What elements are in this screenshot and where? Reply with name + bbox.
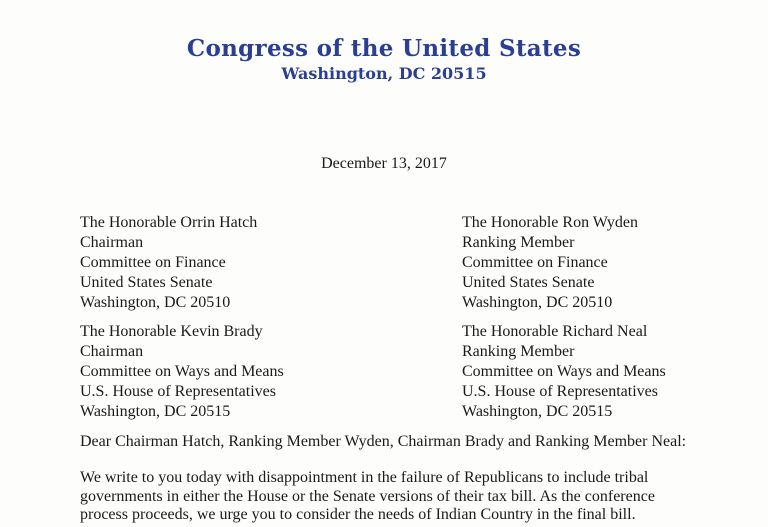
salutation: Dear Chairman Hatch, Ranking Member Wyden, Chairman Brady and Ranking Member Neal:: [80, 433, 687, 450]
recipient-address-neal: [462, 322, 666, 422]
address-line: The Honorable Ron Wyden: [462, 214, 639, 231]
letterhead-title: Congress of the United States: [186, 35, 582, 62]
recipient-address-hatch: [80, 213, 257, 313]
address-line: Ranking Member: [462, 343, 575, 360]
address-line: Washington, DC 20515: [462, 403, 613, 420]
letterhead: [0, 36, 768, 84]
address-line: Chairman: [80, 234, 144, 251]
address-line: U.S. House of Representatives: [80, 383, 276, 400]
address-line: Washington, DC 20510: [462, 294, 613, 311]
address-line: The Honorable Richard Neal: [462, 323, 648, 340]
address-line: Washington, DC 20510: [80, 294, 231, 311]
address-line: Committee on Finance: [462, 254, 608, 271]
address-line: Committee on Ways and Means: [462, 363, 666, 380]
address-line: Washington, DC 20515: [80, 403, 231, 420]
recipient-address-wyden: [462, 213, 638, 313]
body-line: process proceeds, we urge you to consider the needs of Indian Country in the final bill.: [80, 506, 636, 523]
address-line: The Honorable Kevin Brady: [80, 323, 263, 340]
address-line: U.S. House of Representatives: [462, 383, 658, 400]
address-line: Ranking Member: [462, 234, 575, 251]
address-line: United States Senate: [462, 274, 595, 291]
address-line: The Honorable Orrin Hatch: [80, 214, 258, 231]
letter-date: December 13, 2017: [321, 155, 447, 172]
body-line: governments in either the House or the Senate versions of their tax bill. As the conference: [80, 487, 655, 505]
body-paragraph: [80, 469, 720, 525]
address-line: Committee on Ways and Means: [80, 363, 284, 380]
address-line: Chairman: [80, 343, 144, 360]
address-line: United States Senate: [80, 274, 213, 291]
letterhead-subtitle: Washington, DC 20515: [281, 64, 487, 83]
recipient-address-brady: [80, 322, 284, 422]
body-line: We write to you today with disappointment in the failure of Republicans to include tribal: [80, 469, 649, 486]
address-line: Committee on Finance: [80, 254, 226, 271]
